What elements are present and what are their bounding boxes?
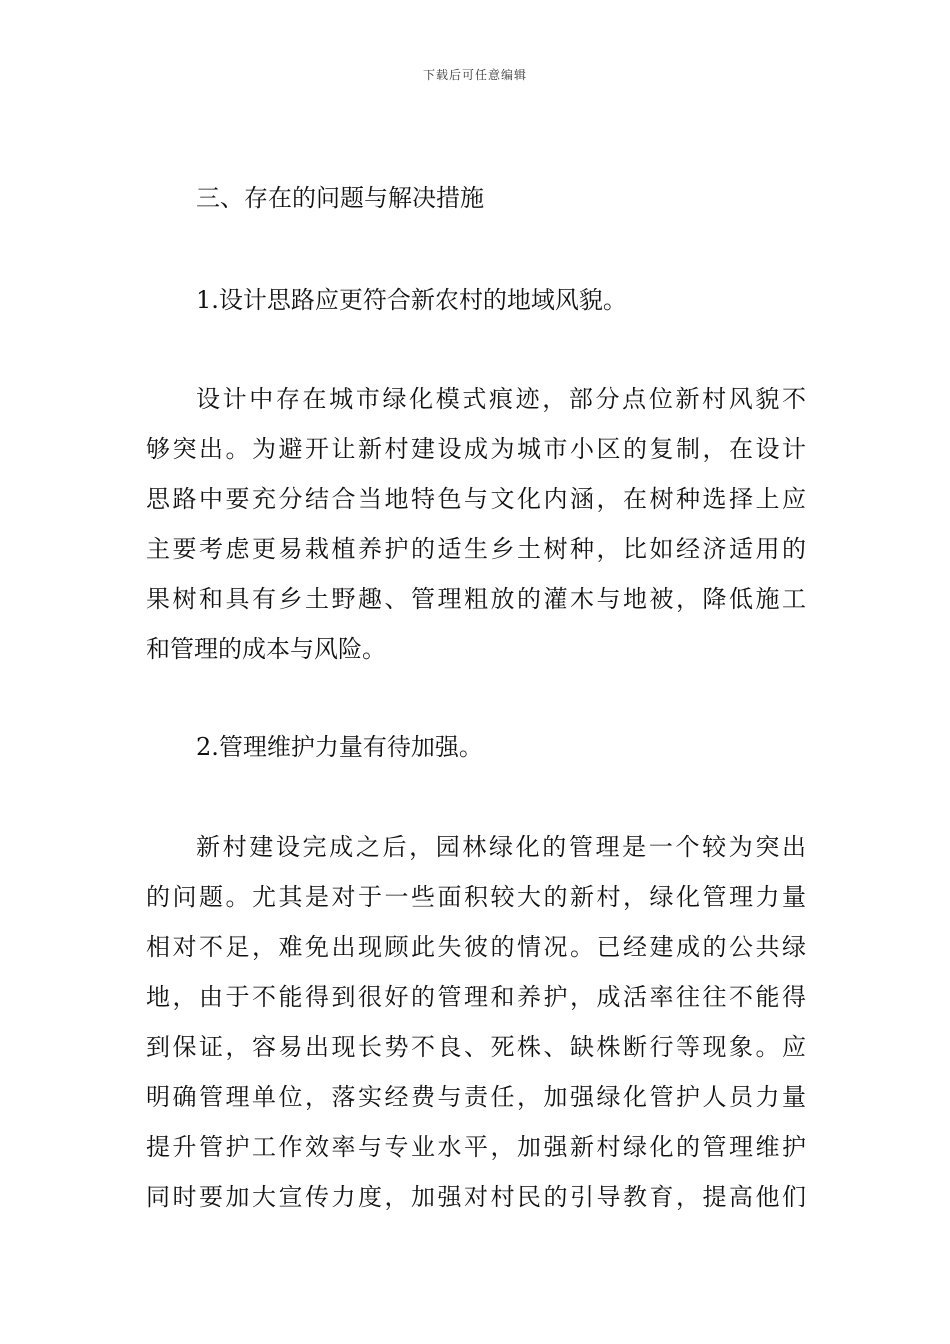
section-title: 三、存在的问题与解决措施 bbox=[196, 184, 484, 212]
paragraph-line: 同时要加大宣传力度，加强对村民的引导教育，提高他们 bbox=[146, 1183, 806, 1211]
paragraph-line: 新村建设完成之后，园林绿化的管理是一个较为突出 bbox=[196, 833, 806, 861]
paragraph-line: 到保证，容易出现长势不良、死株、缺株断行等现象。应 bbox=[146, 1033, 806, 1061]
paragraph-line: 思路中要充分结合当地特色与文化内涵，在树种选择上应 bbox=[146, 485, 806, 513]
paragraph-line: 主要考虑更易栽植养护的适生乡土树种，比如经济适用的 bbox=[146, 535, 806, 563]
paragraph-line: 明确管理单位，落实经费与责任，加强绿化管护人员力量 bbox=[146, 1083, 806, 1111]
item2-paragraph bbox=[146, 822, 806, 1222]
paragraph-line: 地，由于不能得到很好的管理和养护，成活率往往不能得 bbox=[146, 983, 806, 1011]
paragraph-line: 果树和具有乡土野趣、管理粗放的灌木与地被，降低施工 bbox=[146, 585, 806, 613]
header-note: 下载后可任意编辑 bbox=[422, 68, 527, 82]
paragraph-line: 设计中存在城市绿化模式痕迹，部分点位新村风貌不 bbox=[196, 385, 806, 413]
item2-title: 2.管理维护力量有待加强。 bbox=[196, 733, 483, 761]
paragraph-line: 的问题。尤其是对于一些面积较大的新村，绿化管理力量 bbox=[146, 883, 806, 911]
paragraph-line: 提升管护工作效率与专业水平，加强新村绿化的管理维护 bbox=[146, 1133, 806, 1161]
paragraph-line: 够突出。为避开让新村建设成为城市小区的复制，在设计 bbox=[146, 435, 806, 463]
paragraph-line: 和管理的成本与风险。 bbox=[146, 635, 386, 663]
item1-title: 1.设计思路应更符合新农村的地域风貌。 bbox=[196, 286, 627, 314]
item1-paragraph bbox=[146, 374, 806, 674]
paragraph-line: 相对不足，难免出现顾此失彼的情况。已经建成的公共绿 bbox=[146, 933, 806, 961]
